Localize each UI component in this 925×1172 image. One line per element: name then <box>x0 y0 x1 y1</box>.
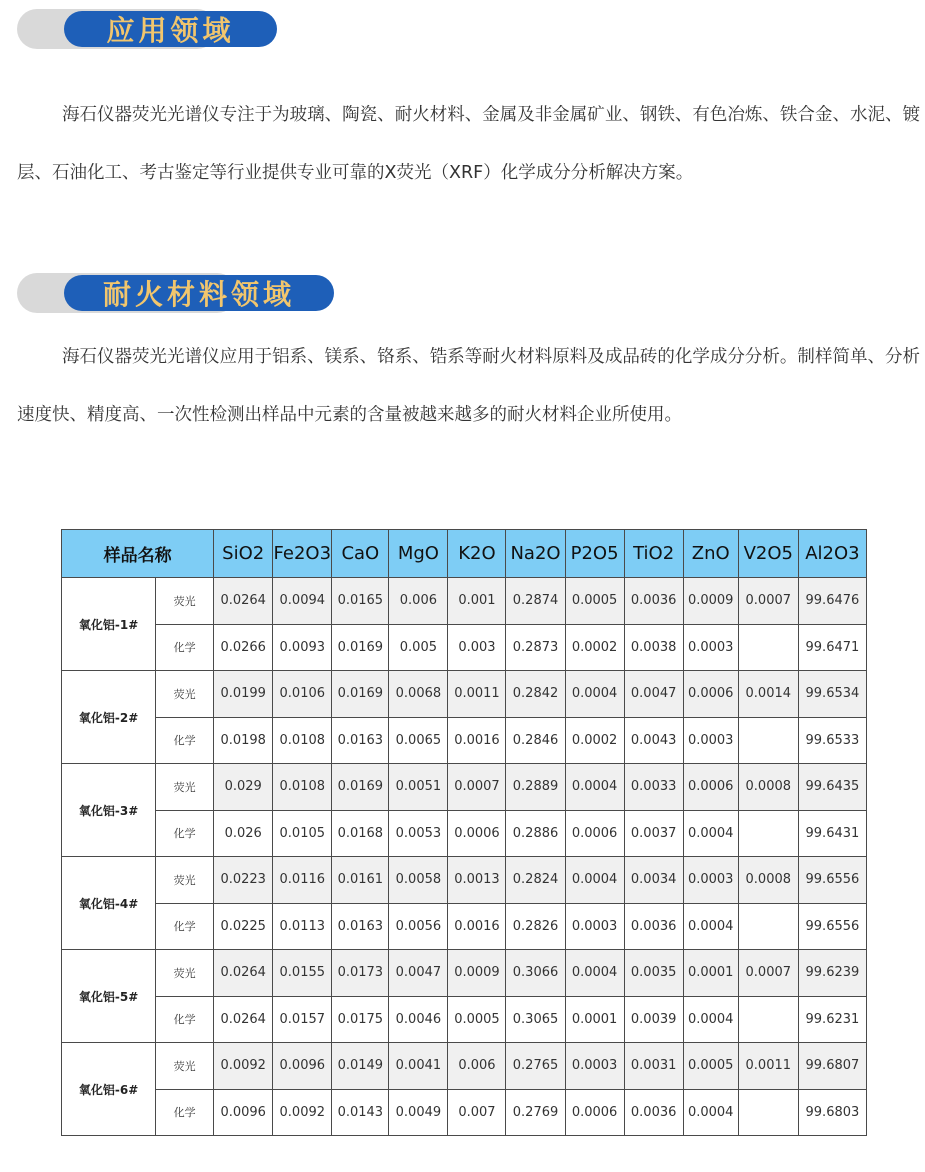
value-cell: 0.0053 <box>389 810 448 857</box>
column-header: V2O5 <box>738 530 798 578</box>
value-cell: 0.0037 <box>624 810 683 857</box>
value-cell: 0.0051 <box>389 764 448 811</box>
sample-name-cell: 氧化铝-1# <box>62 578 156 671</box>
table-row <box>62 996 867 1043</box>
value-cell: 0.0092 <box>214 1043 273 1090</box>
value-cell: 0.0002 <box>565 717 624 764</box>
heading-pill <box>64 275 334 311</box>
value-cell <box>738 624 798 671</box>
table-row <box>62 764 867 811</box>
value-cell: 0.2874 <box>506 578 565 625</box>
value-cell: 0.029 <box>214 764 273 811</box>
value-cell: 0.2826 <box>506 903 565 950</box>
column-header: TiO2 <box>624 530 683 578</box>
value-cell: 0.0004 <box>683 810 738 857</box>
value-cell: 0.0006 <box>448 810 506 857</box>
column-header-sample-name: 样品名称 <box>62 530 214 578</box>
value-cell: 0.0049 <box>389 1089 448 1136</box>
value-cell: 0.0003 <box>683 717 738 764</box>
value-cell: 0.0031 <box>624 1043 683 1090</box>
value-cell: 0.0002 <box>565 624 624 671</box>
value-cell: 0.0003 <box>565 1043 624 1090</box>
value-cell: 0.0036 <box>624 1089 683 1136</box>
value-cell: 99.6533 <box>798 717 866 764</box>
value-cell <box>738 996 798 1043</box>
value-cell: 0.0039 <box>624 996 683 1043</box>
value-cell: 0.0004 <box>565 857 624 904</box>
column-header: CaO <box>332 530 389 578</box>
value-cell: 0.0011 <box>738 1043 798 1090</box>
value-cell: 0.0046 <box>389 996 448 1043</box>
value-cell: 0.0068 <box>389 671 448 718</box>
column-header: P2O5 <box>565 530 624 578</box>
table-row <box>62 624 867 671</box>
value-cell: 0.0001 <box>565 996 624 1043</box>
value-cell: 0.0036 <box>624 578 683 625</box>
column-header: MgO <box>389 530 448 578</box>
section-title: 耐火材料领域 <box>102 278 295 311</box>
method-cell: 荧光 <box>156 950 214 997</box>
value-cell: 0.007 <box>448 1089 506 1136</box>
column-header: Na2O <box>506 530 565 578</box>
value-cell: 0.0016 <box>448 903 506 950</box>
value-cell: 0.0163 <box>332 903 389 950</box>
column-header: ZnO <box>683 530 738 578</box>
value-cell: 0.0004 <box>565 671 624 718</box>
column-header: Fe2O3 <box>273 530 332 578</box>
value-cell: 99.6556 <box>798 903 866 950</box>
value-cell: 99.6556 <box>798 857 866 904</box>
value-cell: 0.0011 <box>448 671 506 718</box>
method-cell: 化学 <box>156 903 214 950</box>
value-cell: 99.6239 <box>798 950 866 997</box>
value-cell: 0.0014 <box>738 671 798 718</box>
value-cell: 0.3065 <box>506 996 565 1043</box>
value-cell: 0.0056 <box>389 903 448 950</box>
sample-name-cell: 氧化铝-5# <box>62 950 156 1043</box>
heading-pill <box>64 11 277 47</box>
value-cell: 0.0047 <box>389 950 448 997</box>
sample-name-cell: 氧化铝-4# <box>62 857 156 950</box>
value-cell: 0.0096 <box>273 1043 332 1090</box>
value-cell: 99.6807 <box>798 1043 866 1090</box>
value-cell: 0.0105 <box>273 810 332 857</box>
value-cell: 0.0108 <box>273 717 332 764</box>
value-cell: 0.0169 <box>332 764 389 811</box>
value-cell: 0.0007 <box>738 578 798 625</box>
value-cell: 0.2765 <box>506 1043 565 1090</box>
method-cell: 荧光 <box>156 1043 214 1090</box>
value-cell: 0.0009 <box>683 578 738 625</box>
value-cell: 0.2769 <box>506 1089 565 1136</box>
method-cell: 荧光 <box>156 671 214 718</box>
value-cell: 0.0116 <box>273 857 332 904</box>
table-row <box>62 857 867 904</box>
value-cell: 0.0163 <box>332 717 389 764</box>
value-cell: 0.2846 <box>506 717 565 764</box>
method-cell: 荧光 <box>156 578 214 625</box>
value-cell: 0.0094 <box>273 578 332 625</box>
value-cell <box>738 1089 798 1136</box>
value-cell <box>738 717 798 764</box>
value-cell: 0.0264 <box>214 996 273 1043</box>
value-cell: 0.0041 <box>389 1043 448 1090</box>
value-cell: 0.2889 <box>506 764 565 811</box>
value-cell: 0.0036 <box>624 903 683 950</box>
value-cell: 0.0005 <box>683 1043 738 1090</box>
value-cell: 0.0264 <box>214 950 273 997</box>
value-cell: 0.0198 <box>214 717 273 764</box>
value-cell: 0.0004 <box>683 1089 738 1136</box>
column-header: Al2O3 <box>798 530 866 578</box>
value-cell: 0.0034 <box>624 857 683 904</box>
value-cell: 99.6231 <box>798 996 866 1043</box>
method-cell: 化学 <box>156 810 214 857</box>
value-cell <box>738 903 798 950</box>
column-header: K2O <box>448 530 506 578</box>
table-row <box>62 810 867 857</box>
value-cell: 0.0165 <box>332 578 389 625</box>
value-cell: 0.0001 <box>683 950 738 997</box>
value-cell: 0.0199 <box>214 671 273 718</box>
value-cell: 0.0223 <box>214 857 273 904</box>
value-cell: 0.2824 <box>506 857 565 904</box>
value-cell: 0.0266 <box>214 624 273 671</box>
value-cell: 0.0065 <box>389 717 448 764</box>
value-cell: 0.0003 <box>565 903 624 950</box>
value-cell: 0.0169 <box>332 624 389 671</box>
value-cell: 0.0157 <box>273 996 332 1043</box>
value-cell: 0.0108 <box>273 764 332 811</box>
value-cell: 0.0004 <box>565 764 624 811</box>
value-cell: 0.0006 <box>565 810 624 857</box>
table-row <box>62 671 867 718</box>
value-cell: 0.0007 <box>448 764 506 811</box>
table-row <box>62 578 867 625</box>
value-cell <box>738 810 798 857</box>
table-row <box>62 1043 867 1090</box>
value-cell: 0.0173 <box>332 950 389 997</box>
table-row <box>62 1089 867 1136</box>
value-cell: 99.6435 <box>798 764 866 811</box>
section-heading-application <box>17 9 262 49</box>
value-cell: 0.3066 <box>506 950 565 997</box>
method-cell: 化学 <box>156 624 214 671</box>
table-row <box>62 717 867 764</box>
value-cell: 0.0043 <box>624 717 683 764</box>
value-cell: 99.6471 <box>798 624 866 671</box>
value-cell: 99.6476 <box>798 578 866 625</box>
method-cell: 化学 <box>156 717 214 764</box>
value-cell: 0.0006 <box>565 1089 624 1136</box>
value-cell: 0.0161 <box>332 857 389 904</box>
method-cell: 荧光 <box>156 857 214 904</box>
value-cell: 0.0006 <box>683 764 738 811</box>
section-body-application: 海石仪器荧光光谱仪专注于为玻璃、陶瓷、耐火材料、金属及非金属矿业、钢铁、有色冶炼、铁合金、水泥、镀层、石油化工、考古鉴定等行业提供专业可靠的X荧光（XRF）化学成分分析解决方案。 <box>17 105 920 183</box>
value-cell: 0.0004 <box>565 950 624 997</box>
sample-name-cell: 氧化铝-3# <box>62 764 156 857</box>
value-cell: 0.0225 <box>214 903 273 950</box>
value-cell: 0.0035 <box>624 950 683 997</box>
table-row <box>62 950 867 997</box>
section-heading-refractory <box>17 273 319 313</box>
value-cell: 0.026 <box>214 810 273 857</box>
method-cell: 化学 <box>156 1089 214 1136</box>
sample-name-cell: 氧化铝-2# <box>62 671 156 764</box>
column-header: SiO2 <box>214 530 273 578</box>
value-cell: 0.0004 <box>683 903 738 950</box>
value-cell: 0.0008 <box>738 857 798 904</box>
value-cell: 0.2886 <box>506 810 565 857</box>
table-row <box>62 903 867 950</box>
value-cell: 0.0092 <box>273 1089 332 1136</box>
value-cell: 0.0113 <box>273 903 332 950</box>
value-cell: 99.6534 <box>798 671 866 718</box>
value-cell: 0.0007 <box>738 950 798 997</box>
value-cell: 0.0004 <box>683 996 738 1043</box>
value-cell: 0.0005 <box>448 996 506 1043</box>
table-header-row <box>62 530 867 578</box>
value-cell: 0.005 <box>389 624 448 671</box>
value-cell: 99.6431 <box>798 810 866 857</box>
value-cell: 0.0033 <box>624 764 683 811</box>
value-cell: 0.0175 <box>332 996 389 1043</box>
value-cell: 0.0143 <box>332 1089 389 1136</box>
value-cell: 99.6803 <box>798 1089 866 1136</box>
section-body-refractory: 海石仪器荧光光谱仪应用于铝系、镁系、铬系、锆系等耐火材料原料及成品砖的化学成分分析。制样简单、分析速度快、精度高、一次性检测出样品中元素的含量被越来越多的耐火材料企业所使用。 <box>17 347 920 425</box>
value-cell: 0.006 <box>389 578 448 625</box>
value-cell: 0.0096 <box>214 1089 273 1136</box>
method-cell: 化学 <box>156 996 214 1043</box>
value-cell: 0.001 <box>448 578 506 625</box>
sample-name-cell: 氧化铝-6# <box>62 1043 156 1136</box>
value-cell: 0.0038 <box>624 624 683 671</box>
value-cell: 0.0003 <box>683 624 738 671</box>
value-cell: 0.0168 <box>332 810 389 857</box>
value-cell: 0.0264 <box>214 578 273 625</box>
value-cell: 0.0155 <box>273 950 332 997</box>
method-cell: 荧光 <box>156 764 214 811</box>
value-cell: 0.0006 <box>683 671 738 718</box>
value-cell: 0.0047 <box>624 671 683 718</box>
value-cell: 0.0008 <box>738 764 798 811</box>
value-cell: 0.2842 <box>506 671 565 718</box>
value-cell: 0.0058 <box>389 857 448 904</box>
value-cell: 0.0106 <box>273 671 332 718</box>
composition-table <box>61 529 867 1136</box>
value-cell: 0.0016 <box>448 717 506 764</box>
value-cell: 0.0149 <box>332 1043 389 1090</box>
value-cell: 0.006 <box>448 1043 506 1090</box>
value-cell: 0.0093 <box>273 624 332 671</box>
value-cell: 0.0169 <box>332 671 389 718</box>
value-cell: 0.003 <box>448 624 506 671</box>
value-cell: 0.0003 <box>683 857 738 904</box>
value-cell: 0.0013 <box>448 857 506 904</box>
section-title: 应用领域 <box>106 14 235 47</box>
value-cell: 0.0009 <box>448 950 506 997</box>
value-cell: 0.2873 <box>506 624 565 671</box>
value-cell: 0.0005 <box>565 578 624 625</box>
